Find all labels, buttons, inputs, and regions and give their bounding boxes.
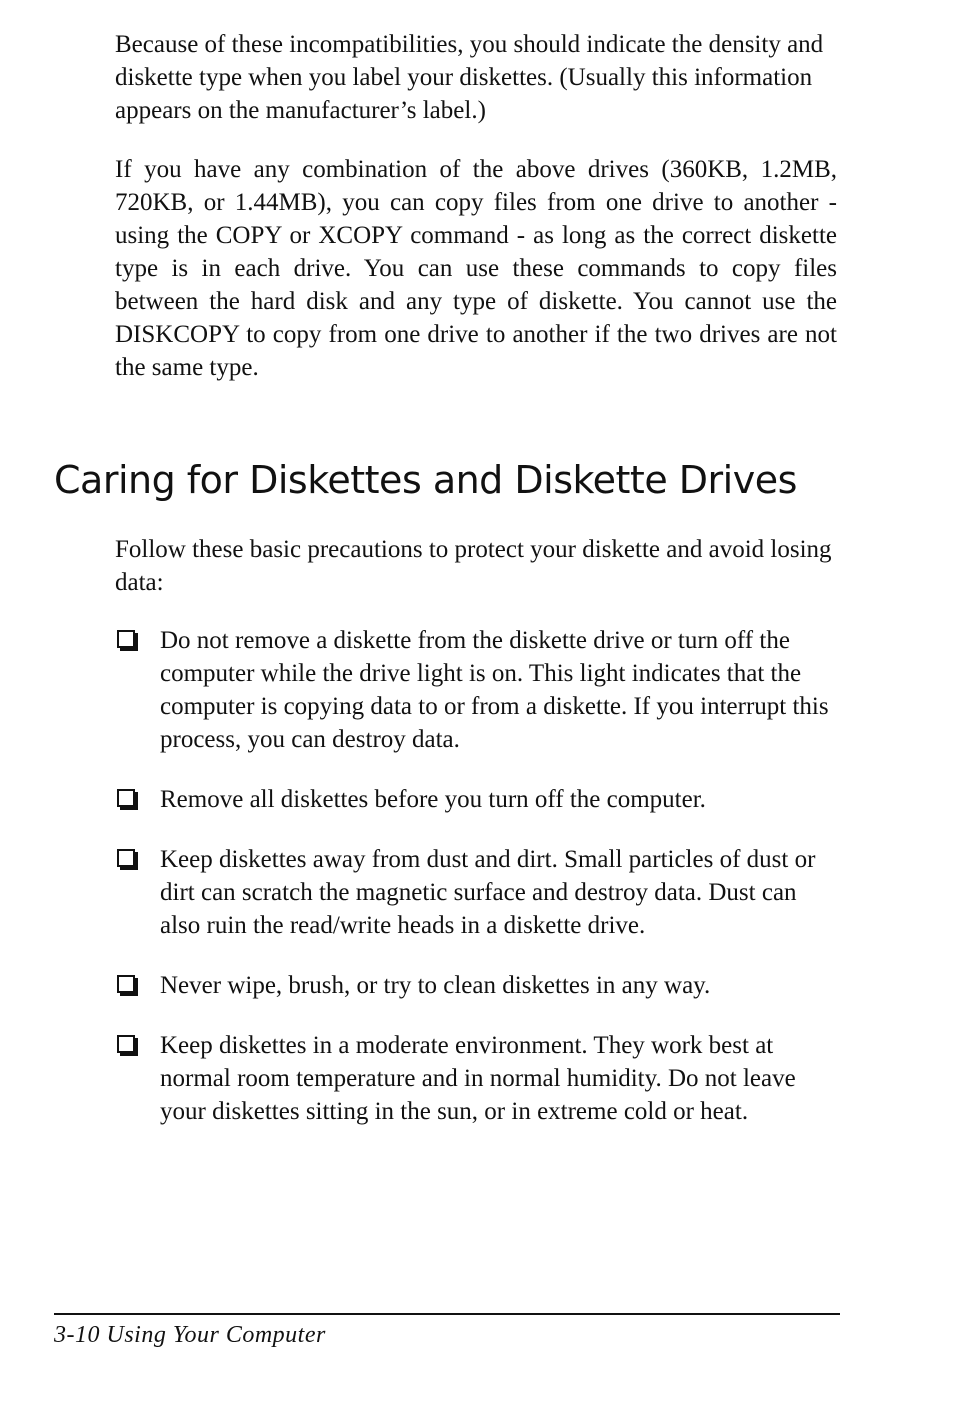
list-item-text: Never wipe, brush, or try to clean diskettes in any way. bbox=[160, 972, 711, 999]
list-item-text: Keep diskettes away from dust and dirt. Small particles of dust or dirt can scratch the magnetic surface and destroy data. Dust can also ruin the read/write heads in a diskette drive. bbox=[160, 846, 816, 939]
list-item bbox=[115, 783, 837, 816]
checkbox-icon bbox=[117, 630, 135, 648]
precautions-list bbox=[115, 624, 837, 1155]
section-heading: Caring for Diskettes and Diskette Drives bbox=[54, 458, 797, 502]
list-item-text: Remove all diskettes before you turn off the computer. bbox=[160, 786, 706, 813]
footer-divider bbox=[54, 1313, 840, 1315]
list-item bbox=[115, 969, 837, 1002]
checkbox-icon bbox=[117, 789, 135, 807]
checkbox-icon bbox=[117, 975, 135, 993]
checkbox-icon bbox=[117, 849, 135, 867]
paragraph-incompatibilities: Because of these incompatibilities, you should indicate the density and diskette type when you label your diskettes. (Usually this information appears on the manufacturer’s label.) bbox=[115, 31, 824, 124]
section-intro: Follow these basic precautions to protect your diskette and avoid losing data: bbox=[115, 536, 832, 596]
list-item-text: Keep diskettes in a moderate environment. They work best at normal room temperature and in normal humidity. Do not leave your diskettes sitting in the sun, or in extreme cold or heat. bbox=[160, 1032, 796, 1125]
paragraph-copy-between-drives: If you have any combination of the above drives (360KB, 1.2MB, 720KB, or 1.44MB), you can copy files from one drive to another - using the COPY or XCOPY command - as long as the correct diskette type is in each drive. You can use these commands to copy files between the hard disk and any type of diskette. You cannot use the DISKCOPY to copy from one drive to another if the two drives are not the same type. bbox=[115, 156, 837, 381]
list-item bbox=[115, 1029, 837, 1128]
page-footer: 3-10 Using Your Computer bbox=[54, 1322, 326, 1348]
checkbox-icon bbox=[117, 1035, 135, 1053]
list-item bbox=[115, 624, 837, 756]
list-item-text: Do not remove a diskette from the diskette drive or turn off the computer while the drive light is on. This light indicates that the computer is copying data to or from a diskette. If you interrupt this process, you can destroy data. bbox=[160, 627, 829, 753]
list-item bbox=[115, 843, 837, 942]
